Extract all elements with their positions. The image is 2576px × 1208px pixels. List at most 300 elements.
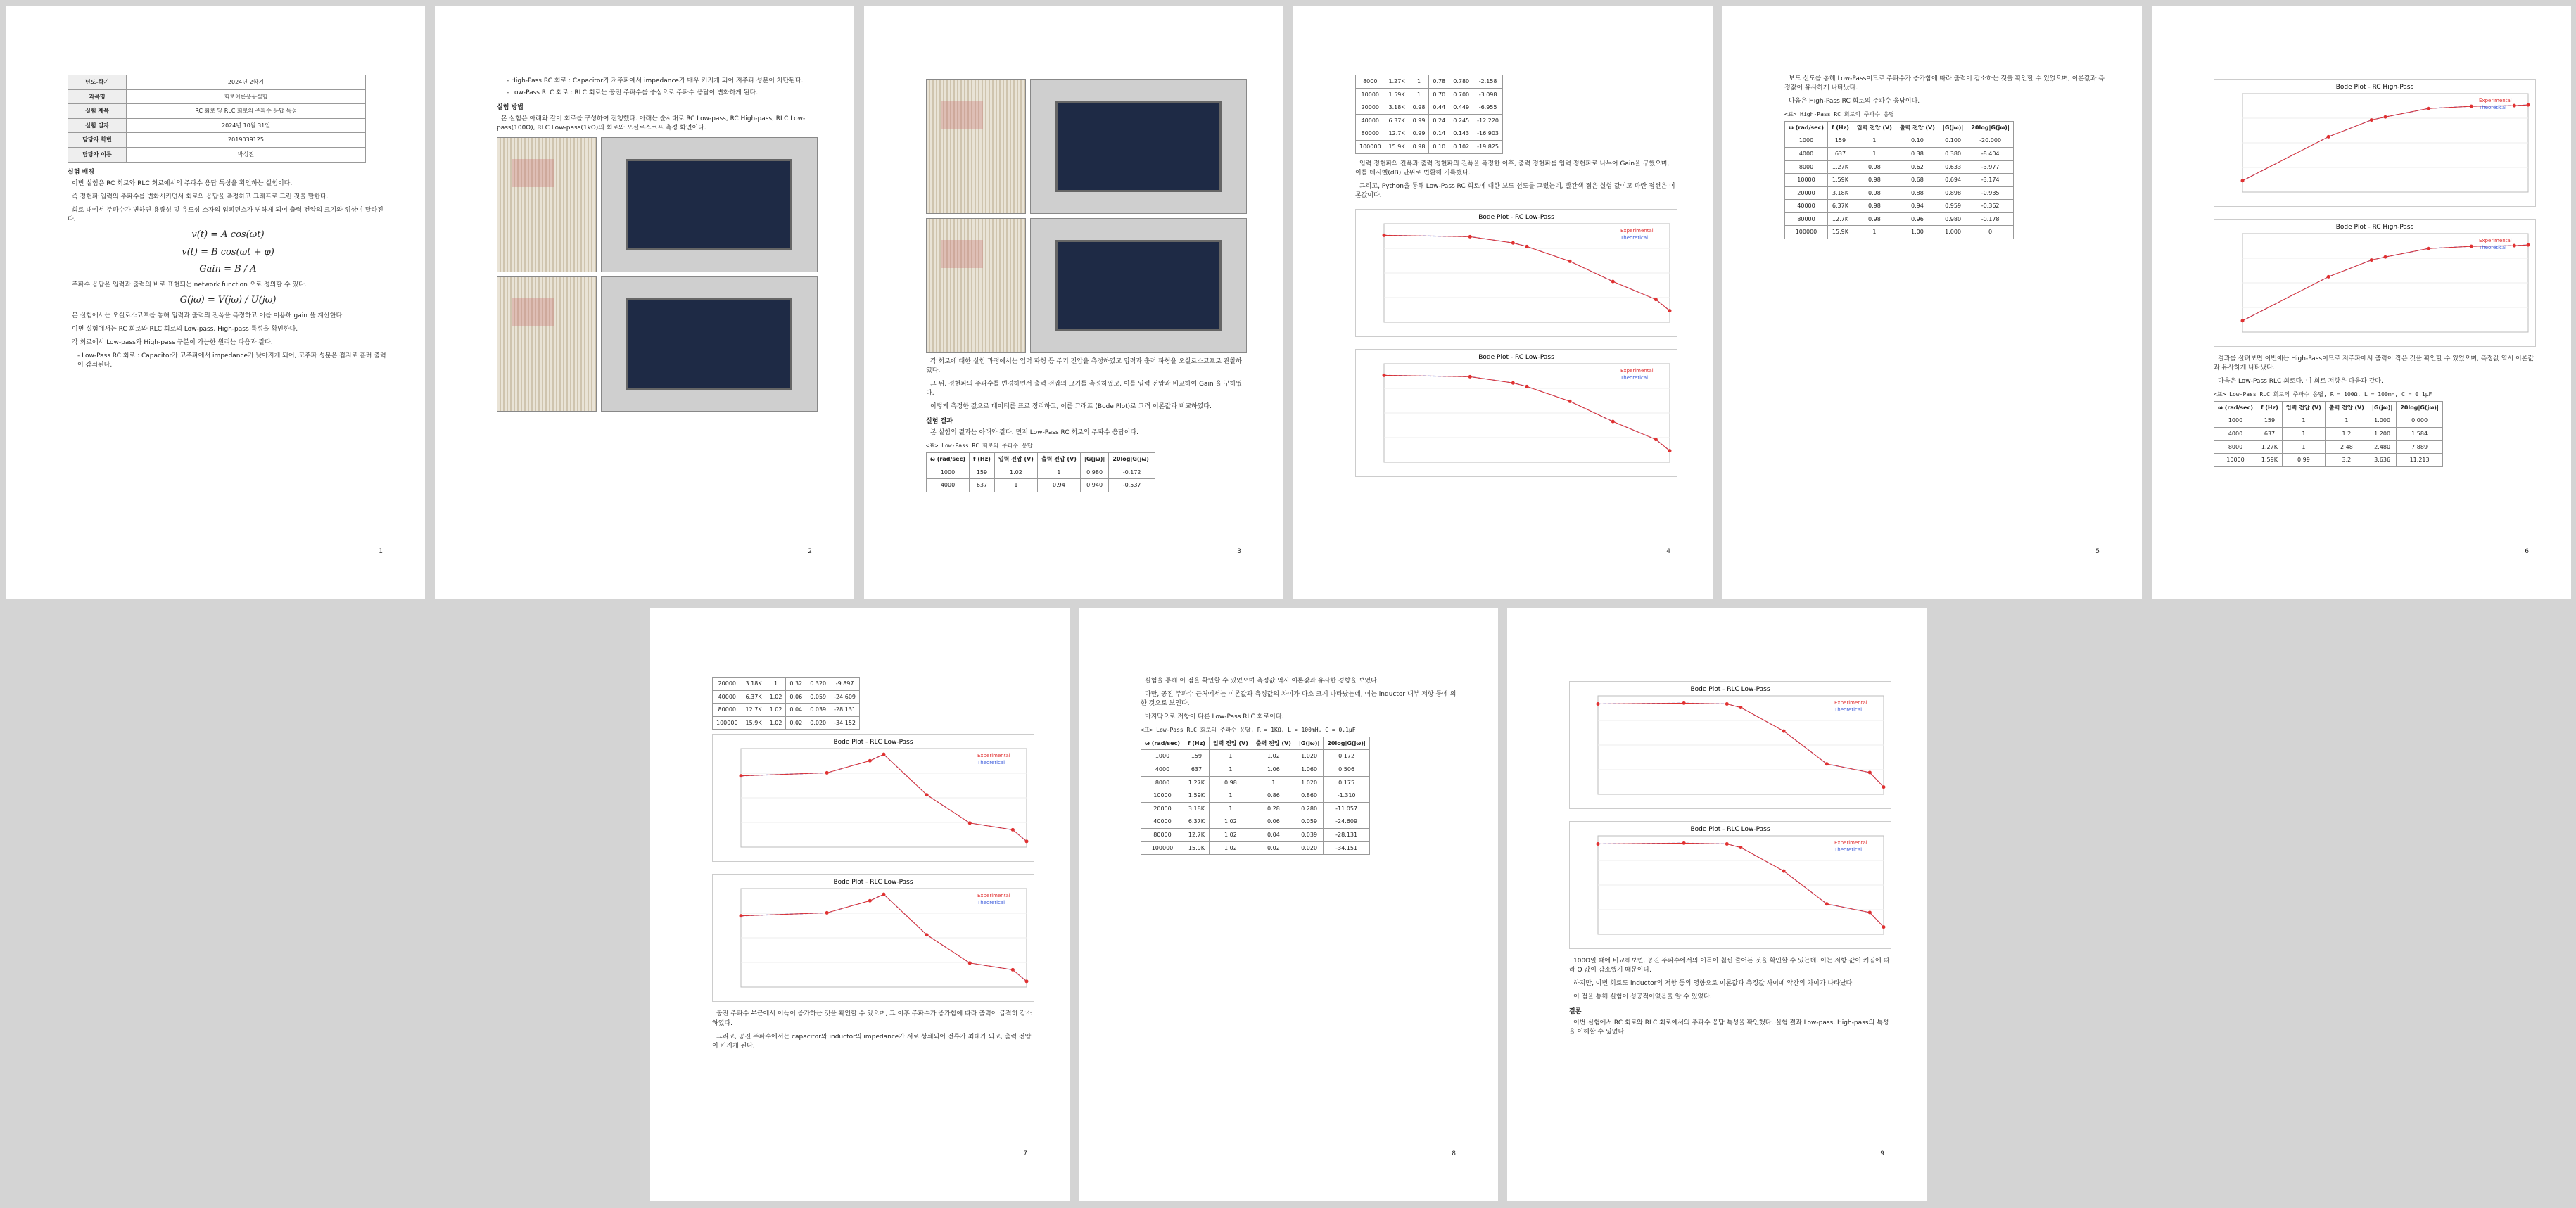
paragraph: 주파수 응답은 입력과 출력의 비로 표현되는 network function 으로 정의할 수 있다. <box>72 281 307 289</box>
table-cell: 12.7K <box>1385 127 1409 141</box>
table-cell: 1 <box>1209 789 1252 803</box>
table-cell: 0.24 <box>1429 114 1449 127</box>
table-cell: 0.28 <box>1252 802 1295 815</box>
table-cell: 10000 <box>1785 174 1828 187</box>
table-caption: <표> Low-Pass RLC 회로의 주파수 응답, R = 100Ω, L = 100mH, C = 0.1μF <box>2214 391 2432 398</box>
data-point <box>1782 870 1786 873</box>
table-cell: -0.172 <box>1109 466 1155 479</box>
column-header: 출력 전압 (V) <box>1252 737 1295 750</box>
table-cell: -3.174 <box>1967 174 2014 187</box>
legend-label: Theoretical <box>2479 105 2507 110</box>
table-cell: 0.039 <box>1295 828 1323 841</box>
table-cell: 1000 <box>2214 414 2257 428</box>
table-cell: 0.143 <box>1449 127 1473 141</box>
data-point <box>2470 245 2473 248</box>
column-header: ω (rad/sec) <box>2214 401 2257 414</box>
chart-title: Bode Plot - RC High-Pass <box>2335 224 2414 231</box>
legend-label: Experimental <box>2479 98 2512 103</box>
table-cell: 0.020 <box>1295 841 1323 855</box>
data-point <box>1611 419 1615 423</box>
page-number: 4 <box>1666 547 1670 555</box>
table-cell: 0.02 <box>786 716 806 730</box>
table-cell: 80000 <box>713 704 742 717</box>
photo-row <box>926 79 1247 214</box>
table-cell: 10000 <box>2214 454 2257 467</box>
table-row <box>1785 147 2014 160</box>
column-header: |G(jω)| <box>1939 121 1967 134</box>
paragraph: 100Ω일 때에 비교해보면, 공진 주파수에서의 이득이 훨씬 줄어든 것을 확인할 수 있는데, 이는 저항 값이 커짐에 따라 Q 값이 감소했기 때문이다. <box>1569 958 1890 974</box>
table-cell: 0.98 <box>1409 140 1429 153</box>
table-cell: 0.98 <box>1853 212 1896 226</box>
info-label: 실험 일자 <box>68 118 127 133</box>
list-item: - Low-Pass RLC 회로 : RLC 회로는 공진 주파수를 중심으로 주파수 응답이 변화하게 된다. <box>507 89 759 97</box>
table-cell: 0.449 <box>1449 101 1473 115</box>
data-point <box>882 753 886 756</box>
data-point <box>1025 980 1029 984</box>
table-cell: 8000 <box>1785 160 1828 174</box>
table-cell: -1.310 <box>1324 789 1370 803</box>
data-point <box>2241 179 2245 182</box>
info-row <box>68 75 366 90</box>
table-cell: 0.320 <box>806 678 830 691</box>
table-cell: -11.057 <box>1324 802 1370 815</box>
info-value: 회로이론응용실험 <box>127 89 366 104</box>
section-title: 실험 방법 <box>497 104 524 112</box>
chart-title: Bode Plot - RLC Low-Pass <box>1690 826 1770 834</box>
table-cell: 2.480 <box>2368 440 2396 454</box>
table-cell: 0.633 <box>1939 160 1967 174</box>
report-page-7 <box>650 608 1070 1201</box>
breadboard-photo <box>497 137 597 272</box>
table-cell: 0.99 <box>1409 114 1429 127</box>
data-point <box>1868 770 1872 774</box>
data-table <box>712 677 860 730</box>
info-row <box>68 147 366 162</box>
column-header: ω (rad/sec) <box>1785 121 1828 134</box>
table-cell: 0.059 <box>806 690 830 704</box>
table-cell: 15.9K <box>1184 841 1209 855</box>
page-number: 1 <box>379 547 383 555</box>
table-cell: 0.44 <box>1429 101 1449 115</box>
column-header: 20log|G(jω)| <box>1324 737 1370 750</box>
data-point <box>740 915 743 918</box>
legend-label: Experimental <box>977 753 1010 759</box>
table-cell: 8000 <box>1356 75 1385 89</box>
data-point <box>925 794 929 797</box>
table-cell: 1.27K <box>2257 440 2282 454</box>
table-cell: 1.02 <box>766 690 786 704</box>
table-cell: 0.02 <box>1252 841 1295 855</box>
table-cell: 1.060 <box>1295 763 1323 776</box>
data-point <box>1525 245 1529 248</box>
table-cell: 1 <box>1409 75 1429 89</box>
table-cell: 1.200 <box>2368 428 2396 441</box>
table-cell: 1.27K <box>1385 75 1409 89</box>
oscilloscope-photo <box>601 137 818 272</box>
table-cell: 637 <box>969 479 994 492</box>
table-cell: 0.980 <box>1080 466 1108 479</box>
data-point <box>2513 244 2516 248</box>
paragraph: 입력 정현파의 진폭과 출력 정현파의 진폭을 측정한 이후, 출력 정현파를 입력 정현파로 나누어 Gain을 구했으며, 이를 데시벨(dB) 단위로 변환해 기록했다. <box>1355 160 1670 177</box>
paragraph: 이번 실험에서 RC 회로와 RLC 회로에서의 주파수 응답 특성을 확인했다. 실험 결과 Low-pass, High-pass의 특성을 이해할 수 있었다. <box>1569 1019 1889 1036</box>
table-cell: -8.404 <box>1967 147 2014 160</box>
table-row <box>1356 140 1503 153</box>
table-cell: 1.59K <box>1827 174 1853 187</box>
table-row <box>1141 750 1370 763</box>
paragraph: 이 점을 통해 실험이 성공적이었음을 알 수 있었다. <box>1573 993 1712 1001</box>
table-cell: 1.2 <box>2325 428 2368 441</box>
chart-title: Bode Plot - RC Low-Pass <box>1478 353 1554 361</box>
table-cell: 1.06 <box>1252 763 1295 776</box>
column-header: 20log|G(jω)| <box>2397 401 2443 414</box>
table-cell: -34.151 <box>1324 841 1370 855</box>
table-cell: -16.903 <box>1473 127 1503 141</box>
data-point <box>1654 438 1658 441</box>
table-row <box>1785 174 2014 187</box>
table-cell: 1.00 <box>1896 226 1939 239</box>
table-cell: 0.280 <box>1295 802 1323 815</box>
report-page-8 <box>1079 608 1498 1201</box>
photo-row <box>497 276 818 412</box>
data-point <box>2241 319 2245 322</box>
table-cell: 4000 <box>927 479 970 492</box>
paragraph: 그리고, Python을 통해 Low-Pass RC 회로에 대한 보드 선도를 그렸는데, 빨간색 점은 실험 값이고 파란 점선은 이론값이다. <box>1355 182 1675 199</box>
data-point <box>1739 706 1743 709</box>
table-cell: 4000 <box>1785 147 1828 160</box>
table-cell: 7.889 <box>2397 440 2443 454</box>
equation: Gain = B / A <box>199 264 257 275</box>
paragraph: 다음은 Low-Pass RLC 회로다. 이 회로 저항은 다음과 같다. <box>2218 378 2383 386</box>
info-value: 2024년 2학기 <box>127 75 366 90</box>
table-cell: 1 <box>766 678 786 691</box>
table-cell: 1.27K <box>1827 160 1853 174</box>
table-caption: <표> Low-Pass RLC 회로의 주파수 응답, R = 1KΩ, L = 100mH, C = 0.1μF <box>1141 727 1356 734</box>
table-caption: <표> High-Pass RC 회로의 주파수 응답 <box>1784 111 1895 118</box>
report-page-9 <box>1507 608 1927 1201</box>
table-cell: 1.02 <box>1209 815 1252 829</box>
breadboard-photo <box>497 276 597 412</box>
table-row <box>1356 88 1503 101</box>
bode-magnitude-chart <box>1569 821 1891 949</box>
table-cell: 20000 <box>1141 802 1184 815</box>
table-cell: 0.04 <box>786 704 806 717</box>
chart-title: Bode Plot - RLC Low-Pass <box>1690 686 1770 693</box>
table-cell: 4000 <box>1141 763 1184 776</box>
table-cell: 0.059 <box>1295 815 1323 829</box>
table-cell: 1.584 <box>2397 428 2443 441</box>
data-point <box>1782 730 1786 733</box>
table-cell: 0.98 <box>1853 200 1896 213</box>
table-cell: 1 <box>994 479 1037 492</box>
section-title: 실험 결과 <box>926 418 953 426</box>
data-point <box>1011 968 1015 972</box>
table-row <box>1141 763 1370 776</box>
data-point <box>2327 275 2330 279</box>
table-cell: 0.245 <box>1449 114 1473 127</box>
table-cell: 1.02 <box>1252 750 1295 763</box>
paragraph: 보드 선도를 통해 Low-Pass이므로 주파수가 증가함에 따라 출력이 감소하는 것을 확인할 수 있었으며, 이론값과 측정값이 유사하게 나타났다. <box>1784 75 2105 92</box>
report-page-2 <box>435 6 854 599</box>
table-cell: 100000 <box>1785 226 1828 239</box>
table-cell: 0.898 <box>1939 186 1967 200</box>
data-table <box>926 452 1155 492</box>
table-cell: 0.96 <box>1896 212 1939 226</box>
data-point <box>1383 374 1386 377</box>
equation: v(t) = A cos(ωt) <box>191 229 265 240</box>
table-row <box>1141 789 1370 803</box>
data-point <box>1682 701 1686 705</box>
table-cell: 0.98 <box>1853 186 1896 200</box>
legend-label: Theoretical <box>1834 707 1863 713</box>
data-point <box>2427 107 2430 110</box>
legend-label: Theoretical <box>1620 234 1649 241</box>
chart-title: Bode Plot - RC Low-Pass <box>1478 213 1554 221</box>
oscilloscope-photo <box>1030 218 1247 353</box>
table-cell: 0.780 <box>1449 75 1473 89</box>
table-cell: 0.04 <box>1252 828 1295 841</box>
table-cell: 159 <box>1827 134 1853 148</box>
table-cell: 1.000 <box>2368 414 2396 428</box>
data-point <box>1682 841 1686 845</box>
table-row <box>1356 101 1503 115</box>
bode-magnitude-chart <box>1355 349 1677 477</box>
info-value: 2019039125 <box>127 133 366 148</box>
table-row <box>1785 212 2014 226</box>
info-row <box>68 104 366 119</box>
data-point <box>968 822 972 825</box>
table-cell: 159 <box>1184 750 1209 763</box>
paragraph: 그리고, 공진 주파수에서는 capacitor와 inductor의 impedance가 서로 상쇄되어 전류가 최대가 되고, 출력 전압이 커지게 된다. <box>712 1033 1032 1050</box>
table-cell: 0.38 <box>1896 147 1939 160</box>
table-cell: 0.98 <box>1853 160 1896 174</box>
column-header: |G(jω)| <box>2368 401 2396 414</box>
table-cell: 0.78 <box>1429 75 1449 89</box>
info-value: 2024년 10월 31일 <box>127 118 366 133</box>
table-cell: 0.102 <box>1449 140 1473 153</box>
table-cell: -0.362 <box>1967 200 2014 213</box>
data-point <box>968 962 972 965</box>
table-cell: 1 <box>1209 750 1252 763</box>
column-header: 20log|G(jω)| <box>1109 452 1155 466</box>
data-point <box>1383 234 1386 237</box>
table-cell: 1.02 <box>1209 828 1252 841</box>
table-cell: -28.131 <box>830 704 860 717</box>
info-value: 박성진 <box>127 147 366 162</box>
data-point <box>2527 243 2530 247</box>
table-row <box>2214 454 2443 467</box>
report-page-4 <box>1293 6 1713 599</box>
table-cell: 1000 <box>1785 134 1828 148</box>
table-cell: 6.37K <box>742 690 766 704</box>
table-row <box>1785 160 2014 174</box>
paragraph: 공진 주파수 부근에서 이득이 증가하는 것을 확인할 수 있으며, 그 이후 주파수가 증가함에 따라 출력이 급격히 감소하였다. <box>712 1010 1032 1027</box>
column-header: 입력 전압 (V) <box>2282 401 2325 414</box>
table-cell: 0.000 <box>2397 414 2443 428</box>
photo-row <box>926 218 1247 353</box>
table-cell: 0.98 <box>1853 174 1896 187</box>
column-header: f (Hz) <box>969 452 994 466</box>
table-row <box>2214 440 2443 454</box>
table-cell: 0.959 <box>1939 200 1967 213</box>
table-cell: 0.14 <box>1429 127 1449 141</box>
paragraph: 그 뒤, 정현파의 주파수를 변경하면서 출력 전압의 크기를 측정하였고, 이를 입력 전압과 비교하여 Gain 을 구하였다. <box>926 381 1243 398</box>
table-cell: 20000 <box>1356 101 1385 115</box>
table-cell: 1 <box>1853 226 1896 239</box>
table-cell: 40000 <box>1141 815 1184 829</box>
data-point <box>1525 385 1529 388</box>
page-number: 8 <box>1452 1150 1456 1157</box>
table-cell: 100000 <box>1141 841 1184 855</box>
table-cell: 0.039 <box>806 704 830 717</box>
column-header: f (Hz) <box>2257 401 2282 414</box>
table-row <box>713 704 860 717</box>
paragraph: 본 실험에서는 오실로스코프를 통해 입력과 출력의 진폭을 측정하고 이를 이용해 gain 을 계산한다. <box>72 312 344 320</box>
legend-label: Theoretical <box>2479 245 2507 251</box>
table-cell: 0.694 <box>1939 174 1967 187</box>
table-cell: 20000 <box>1785 186 1828 200</box>
table-cell: 0.98 <box>1209 776 1252 789</box>
info-label: 실험 제목 <box>68 104 127 119</box>
legend-label: Experimental <box>1834 840 1867 846</box>
report-page-5 <box>1722 6 2142 599</box>
data-point <box>1725 842 1729 846</box>
table-cell: -3.098 <box>1473 88 1503 101</box>
list-item: - Low-Pass RC 회로 : Capacitor가 고주파에서 impedance가 낮아지게 되어, 고주파 성분은 접지로 흘러 출력이 감쇠된다. <box>77 352 386 369</box>
data-point <box>1668 449 1672 452</box>
table-cell: 1.59K <box>1385 88 1409 101</box>
table-cell: 80000 <box>1356 127 1385 141</box>
table-cell: -28.131 <box>1324 828 1370 841</box>
table-row <box>927 479 1155 492</box>
data-point <box>1011 828 1015 832</box>
data-point <box>868 899 872 903</box>
legend-label: Experimental <box>2479 238 2512 244</box>
photo-row <box>497 137 818 272</box>
data-point <box>1825 902 1829 905</box>
column-header: 입력 전압 (V) <box>1853 121 1896 134</box>
column-header: |G(jω)| <box>1080 452 1108 466</box>
table-cell: 1.020 <box>1295 776 1323 789</box>
table-row <box>1356 127 1503 141</box>
data-point <box>2384 115 2387 119</box>
table-row <box>1785 134 2014 148</box>
legend-label: Experimental <box>977 893 1010 899</box>
column-header: 20log|G(jω)| <box>1967 121 2014 134</box>
table-cell: -6.955 <box>1473 101 1503 115</box>
table-cell: 1000 <box>1141 750 1184 763</box>
data-point <box>1597 702 1600 706</box>
data-point <box>1468 375 1472 379</box>
table-cell: 637 <box>1184 763 1209 776</box>
table-cell: 10000 <box>1356 88 1385 101</box>
table-cell: 0.10 <box>1429 140 1449 153</box>
table-cell: 3.18K <box>1385 101 1409 115</box>
table-cell: 8000 <box>2214 440 2257 454</box>
legend-label: Theoretical <box>1620 374 1649 381</box>
table-cell: 0.06 <box>786 690 806 704</box>
data-point <box>1868 910 1872 914</box>
section-title: 실험 배경 <box>68 168 94 176</box>
paragraph: 본 실험은 아래와 같이 회로를 구성하여 진행했다. 아래는 순서대로 RC Low-pass, RC High-pass, RLC Low-pass(100Ω), RLC Low-pass(1kΩ)의 회로와 오실로스코프 측정 화면이다. <box>497 115 806 132</box>
paragraph: 다음은 High-Pass RC 회로의 주파수 응답이다. <box>1789 98 1920 106</box>
table-cell: 15.9K <box>742 716 766 730</box>
column-header: f (Hz) <box>1827 121 1853 134</box>
data-point <box>882 893 886 896</box>
page-number: 5 <box>2095 547 2100 555</box>
paragraph: 본 실험의 결과는 아래와 같다. 먼저 Low-Pass RC 회로의 주파수 응답이다. <box>930 429 1138 437</box>
table-cell: -34.152 <box>830 716 860 730</box>
data-point <box>1511 241 1515 244</box>
data-point <box>2370 258 2373 262</box>
table-cell: 12.7K <box>1184 828 1209 841</box>
table-cell: 10000 <box>1141 789 1184 803</box>
data-point <box>1739 846 1743 849</box>
equation: G(jω) = V(jω) / U(jω) <box>179 295 277 306</box>
paragraph: 회로 내에서 주파수가 변하면 용량성 및 유도성 소자의 임피던스가 변하게 되어 출력 전압의 크기와 위상이 달라진다. <box>68 206 383 223</box>
table-cell: 2.48 <box>2325 440 2368 454</box>
table-cell: 1 <box>2282 440 2325 454</box>
table-cell: 12.7K <box>742 704 766 717</box>
data-point <box>1568 260 1572 263</box>
legend-label: Theoretical <box>977 760 1005 766</box>
table-cell: 159 <box>969 466 994 479</box>
table-cell: 40000 <box>713 690 742 704</box>
column-header: 출력 전압 (V) <box>1896 121 1939 134</box>
info-value: RC 회로 및 RLC 회로의 주파수 응답 특성 <box>127 104 366 119</box>
table-row <box>2214 414 2443 428</box>
bode-magnitude-chart <box>712 874 1034 1002</box>
table-row <box>1356 114 1503 127</box>
data-point <box>2370 118 2373 122</box>
table-cell: 1.02 <box>1209 841 1252 855</box>
data-table <box>1784 121 2014 239</box>
table-cell: -9.897 <box>830 678 860 691</box>
column-header: ω (rad/sec) <box>927 452 970 466</box>
info-label: 담당자 학번 <box>68 133 127 148</box>
page-number: 3 <box>1237 547 1241 555</box>
table-cell: 3.18K <box>742 678 766 691</box>
table-row <box>1141 776 1370 789</box>
bode-magnitude-chart <box>2214 79 2536 207</box>
page-number: 2 <box>808 547 812 555</box>
table-cell: -24.609 <box>830 690 860 704</box>
table-cell: 0.06 <box>1252 815 1295 829</box>
table-row <box>1785 186 2014 200</box>
data-point <box>1611 279 1615 283</box>
table-cell: 15.9K <box>1385 140 1409 153</box>
data-point <box>1654 298 1658 301</box>
table-cell: 1.27K <box>1184 776 1209 789</box>
page-number: 7 <box>1023 1150 1027 1157</box>
paragraph: 즉 정현파 입력의 주파수를 변화시키면서 회로의 응답을 측정하고 그래프로 그린 것을 말한다. <box>72 193 329 201</box>
paragraph: 마지막으로 저항이 다른 Low-Pass RLC 회로이다. <box>1145 713 1284 721</box>
table-cell: 6.37K <box>1184 815 1209 829</box>
table-row <box>713 678 860 691</box>
oscilloscope-photo <box>1030 79 1247 214</box>
table-cell: 3.18K <box>1827 186 1853 200</box>
table-cell: 0.94 <box>1896 200 1939 213</box>
column-header: 출력 전압 (V) <box>1037 452 1080 466</box>
data-point <box>925 934 929 937</box>
table-row <box>1141 828 1370 841</box>
data-point <box>2327 135 2330 139</box>
table-cell: 1.02 <box>766 716 786 730</box>
table-cell: -0.178 <box>1967 212 2014 226</box>
table-cell: 1.59K <box>1184 789 1209 803</box>
table-cell: 0.10 <box>1896 134 1939 148</box>
table-cell: 11.213 <box>2397 454 2443 467</box>
table-cell: 0.70 <box>1429 88 1449 101</box>
